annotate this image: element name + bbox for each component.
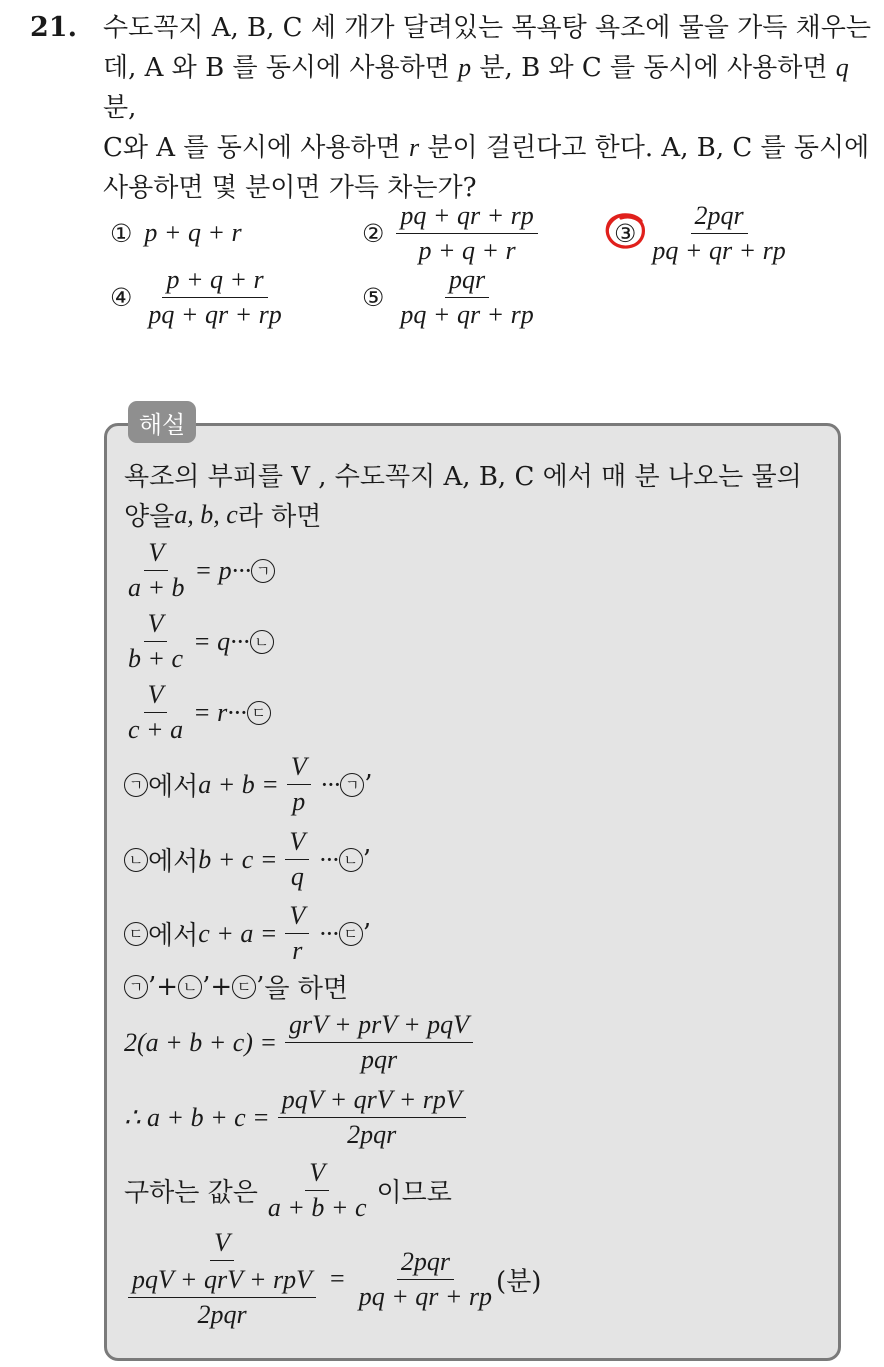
circled-digeut-mark: ㄷ xyxy=(247,701,271,725)
choice-4-label: ④ xyxy=(110,283,133,312)
therefore-equation: ∴ a + b + c = $\frac{\text{pqV + qrV + rpV}}{\text{2pqr}}$ xyxy=(124,1085,466,1150)
equation-1-fraction: $\frac{V}{a + b}$ xyxy=(128,538,185,602)
question-line-3: C와 A 를 동시에 사용하면 r 분이 걸린다고 한다. A, B, C 를 동시에 xyxy=(103,133,870,163)
choice-3-fraction: $\frac{\text{2pqr}}{pq + qr + rp}$ xyxy=(652,201,786,265)
choice-2[interactable] xyxy=(362,201,538,266)
circled-giyeok-mark: ㄱ xyxy=(251,559,275,583)
equation-3-fraction: $\frac{V}{c + a}$ xyxy=(128,680,184,744)
question-number: 21. xyxy=(30,12,77,43)
sum-equation: 2(a + b + c) = $\frac{\text{grV + prV + pqV}}{\text{pqr}}$ xyxy=(124,1010,473,1075)
choice-3[interactable] xyxy=(614,201,790,266)
choice-5[interactable] xyxy=(362,265,538,330)
question-line-4: 사용하면 몇 분이면 가득 차는가? xyxy=(103,173,477,203)
solution-intro-2: 양을 a, b, c 라 하면 xyxy=(124,499,322,532)
question-line-2: 데, A 와 B 를 동시에 사용하면 p 분, B 와 C 를 동시에 사용하면 q 분, xyxy=(103,53,849,123)
choice-1-expr: p + q + r xyxy=(144,218,242,247)
final-complex-fraction: $\frac{V}{\frac{\text{pqV + qrV + rpV}}{\text{2pqr}}}$ xyxy=(124,1228,320,1330)
solution-intro-1: 욕조의 부피를 V , 수도꼭지 A, B, C 에서 매 분 나오는 물의 xyxy=(124,462,802,492)
equation-1: $\frac{V}{a + b}$ = p··· ㄱ xyxy=(124,538,275,603)
circled-nieun-mark: ㄴ xyxy=(250,630,274,654)
final-equation: $\frac{V}{\frac{\text{pqV + qrV + rpV}}{\text{2pqr}}}$ = $\frac{\text{2pqr}}{pq + qr + rp}$ (분) xyxy=(124,1228,541,1330)
equation-2-fraction: $\frac{V}{b + c}$ xyxy=(128,609,184,673)
choice-2-label: ② xyxy=(362,219,385,248)
question-line-1: 수도꼭지 A, B, C 세 개가 달려있는 목욕탕 욕조에 물을 가득 채우는 xyxy=(103,13,872,43)
choice-4[interactable] xyxy=(110,265,286,330)
choice-1[interactable] xyxy=(110,218,242,248)
choice-3-label: ③ xyxy=(614,219,637,248)
step-3: ㄷ 에서 c + a = $\frac{V}{r}$ ··· ㄷ ’ xyxy=(124,901,371,966)
wanted-value: 구하는 값은 $\frac{V}{a + b + c}$ 이므로 xyxy=(124,1158,452,1222)
question-text xyxy=(103,8,873,208)
equation-2: $\frac{V}{b + c}$ = q··· ㄴ xyxy=(124,609,274,674)
choice-5-fraction: $\frac{\text{pqr}}{pq + qr + rp}$ xyxy=(400,265,534,329)
equation-3: $\frac{V}{c + a}$ = r··· ㄷ xyxy=(124,680,271,745)
sum-instruction: ㄱ ’ + ㄴ ’ + ㄷ ’ 을 하면 xyxy=(124,968,348,1005)
choice-2-fraction: $\frac{pq + qr + rp}{p + q + r}$ xyxy=(396,201,537,266)
step-1: ㄱ 에서 a + b = $\frac{V}{p}$ ··· ㄱ ’ xyxy=(124,752,372,817)
choice-1-label: ① xyxy=(110,218,133,248)
step-2: ㄴ 에서 b + c = $\frac{V}{q}$ ··· ㄴ ’ xyxy=(124,827,371,892)
choice-4-fraction: $\frac{p + q + r}{pq + qr + rp}$ xyxy=(148,265,282,329)
choice-5-label: ⑤ xyxy=(362,283,385,312)
solution-tag: 해설 xyxy=(128,401,196,443)
